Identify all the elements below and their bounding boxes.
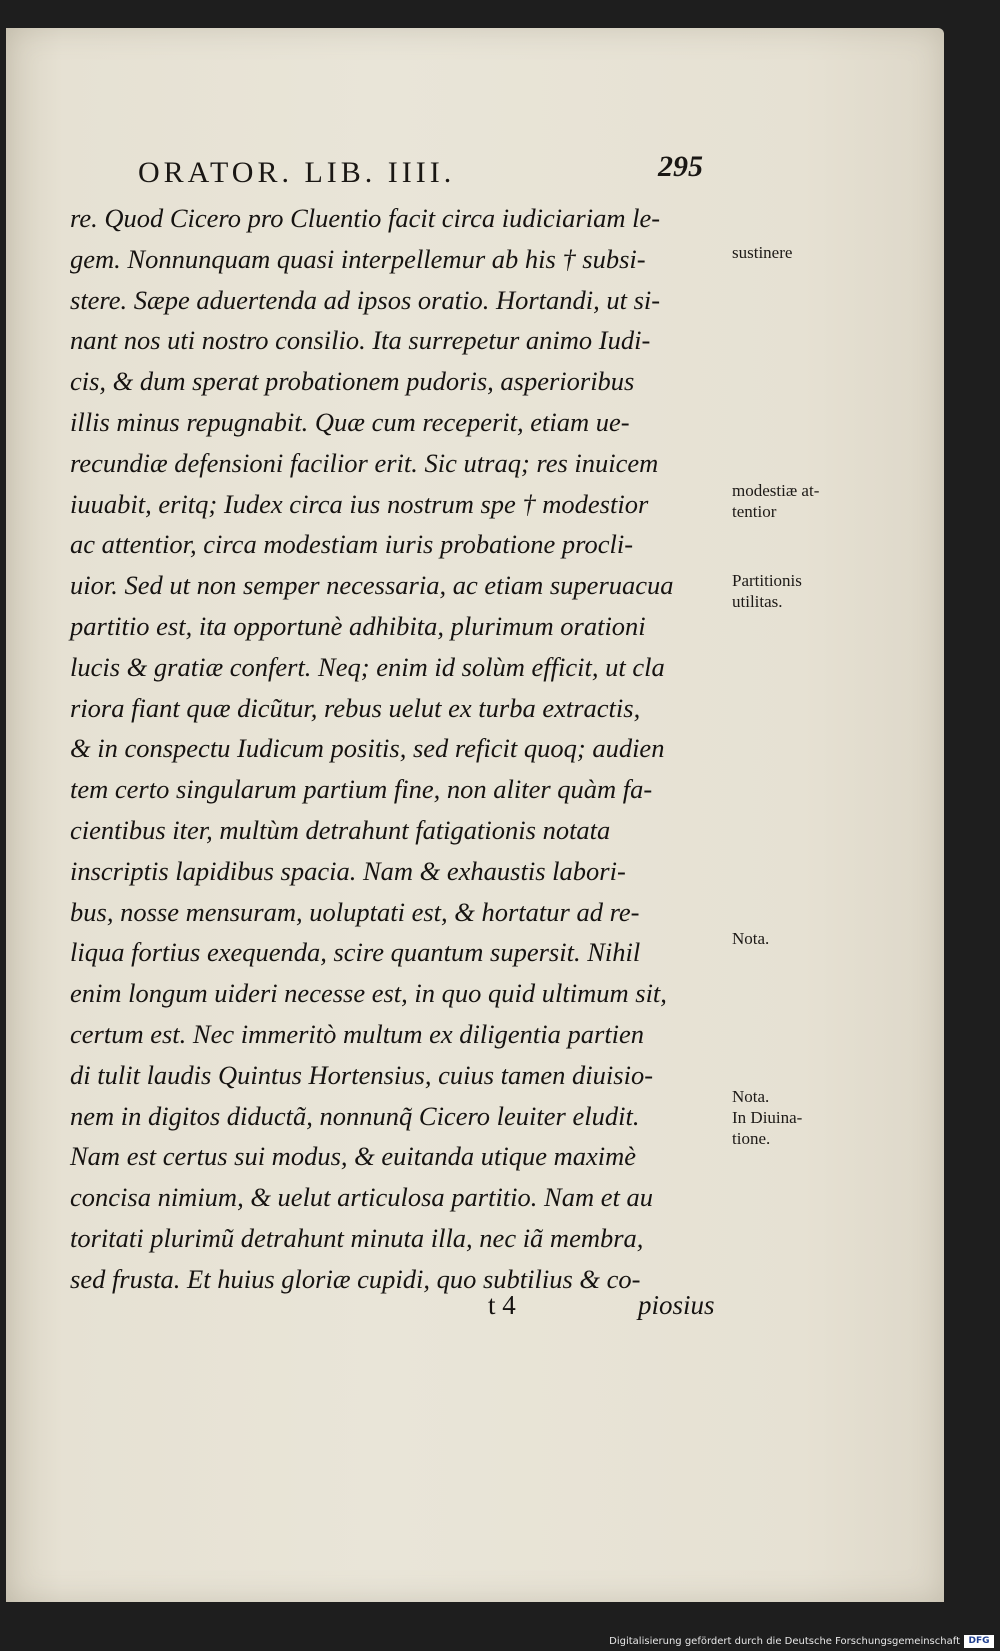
text-line: certum est. Nec immeritò multum ex diligentia partien — [70, 1018, 645, 1049]
marginal-note-nota-diuinatione — [732, 1086, 802, 1149]
text-line: Nam est certus sui modus, & euitanda utique maximè — [70, 1141, 637, 1172]
page-number: 295 — [658, 150, 703, 183]
body-text — [70, 198, 718, 1300]
text-line: riora fiant quæ dicũtur, rebus uelut ex turba extractis, — [70, 692, 641, 723]
note-line: Partitionis — [732, 571, 802, 590]
text-line: cientibus iter, multùm detrahunt fatigationis notata — [70, 814, 611, 845]
text-line: partitio est, ita opportunè adhibita, plurimum orationi — [70, 610, 646, 641]
note-line: utilitas. — [732, 592, 783, 611]
marginal-note-partitionis — [732, 570, 802, 612]
note-line: In Diuina- — [732, 1108, 803, 1127]
text-line: re. Quod Cicero pro Cluentio facit circa iudiciariam le- — [70, 203, 661, 233]
text-line: nant nos uti nostro consilio. Ita surrepetur animo Iudi- — [70, 325, 651, 356]
text-line: ac attentior, circa modestiam iuris probatione procli- — [70, 529, 634, 560]
text-line: enim longum uideri necesse est, in quo quid ultimum sit, — [70, 978, 667, 1009]
digitization-credit: Digitalisierung gefördert durch die Deutsche Forschungsgemeinschaft — [609, 1636, 960, 1647]
text-line: uior. Sed ut non semper necessaria, ac etiam superuacua — [70, 570, 674, 601]
text-line: bus, nosse mensuram, uoluptati est, & hortatur ad re- — [70, 896, 640, 927]
note-line: Nota. — [732, 1087, 770, 1106]
book-page — [6, 28, 944, 1602]
text-line: cis, & dum sperat probationem pudoris, asperioribus — [70, 366, 635, 397]
text-line: nem in digitos diductã, nonnunq̃ Cicero leuiter eludit. — [70, 1100, 640, 1131]
signature-mark: t 4 — [488, 1290, 516, 1320]
text-line: lucis & gratiæ confert. Neq; enim id solùm efficit, ut cla — [70, 651, 665, 682]
note-line: modestiæ at- — [732, 481, 820, 500]
note-line: tione. — [732, 1129, 771, 1148]
running-head: ORATOR. LIB. IIII. — [138, 156, 456, 189]
note-line: sustinere — [732, 243, 793, 262]
text-line: inscriptis lapidibus spacia. Nam & exhaustis labori- — [70, 855, 626, 886]
note-line: tentior — [732, 502, 777, 521]
marginal-note-sustinere — [732, 242, 792, 263]
dfg-logo: DFG — [964, 1635, 994, 1648]
text-line: & in conspectu Iudicum positis, sed reficit quoq; audien — [70, 733, 665, 764]
text-line: tem certo singularum partium fine, non aliter quàm fa- — [70, 774, 653, 805]
text-line: di tulit laudis Quintus Hortensius, cuius tamen diuisio- — [70, 1059, 654, 1090]
text-line: illis minus repugnabit. Quæ cum receperit, etiam ue- — [70, 406, 630, 437]
catchline — [70, 1290, 718, 1330]
text-line: iuuabit, eritq; Iudex circa ius nostrum spe † modestior — [70, 488, 649, 519]
text-line: gem. Nonnunquam quasi interpellemur ab his † subsi- — [70, 243, 646, 274]
text-line: recundiæ defensioni facilior erit. Sic utraq; res inuicem — [70, 447, 659, 478]
text-line: stere. Sæpe aduertenda ad ipsos oratio. Hortandi, ut si- — [70, 284, 661, 315]
text-line: concisa nimium, & uelut articulosa partitio. Nam et au — [70, 1182, 653, 1213]
marginal-note-modestiae — [732, 480, 819, 522]
text-line: sed frusta. Et huius gloriæ cupidi, quo subtilius & co- — [70, 1263, 641, 1294]
note-line: Nota. — [732, 929, 770, 948]
text-line: toritati plurimũ detrahunt minuta illa, nec iã membra, — [70, 1222, 644, 1253]
text-line: liqua fortius exequenda, scire quantum supersit. Nihil — [70, 937, 641, 968]
marginal-note-nota — [732, 928, 769, 949]
catchword: piosius — [638, 1290, 715, 1320]
